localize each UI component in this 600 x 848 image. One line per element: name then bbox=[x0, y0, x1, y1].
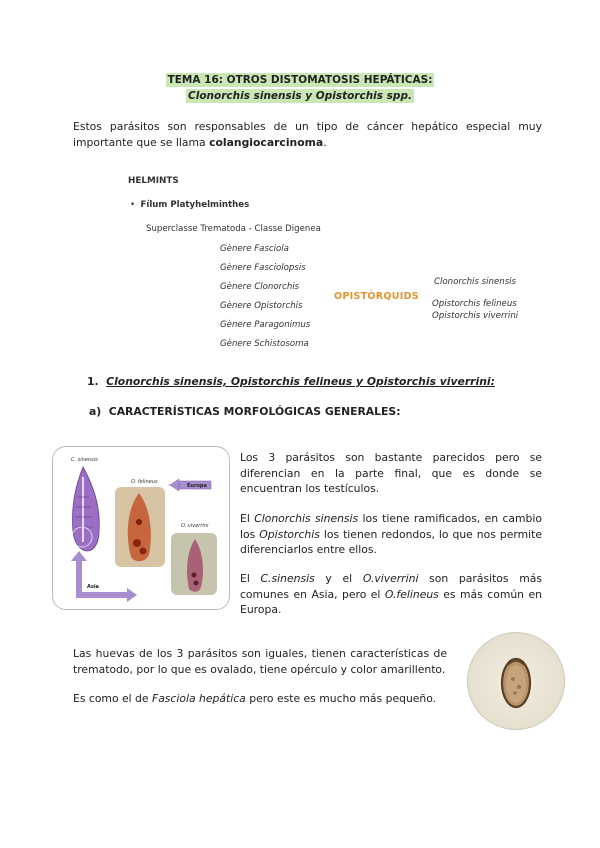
species-item: Opistorchis felineus bbox=[432, 299, 517, 309]
genus-item: Gènere Schistosoma bbox=[220, 339, 309, 349]
paragraph-2 bbox=[240, 511, 542, 558]
genus-item: Gènere Clonorchis bbox=[220, 282, 300, 292]
p3-text-c: son parásitos más comunes en Asia, pero el bbox=[240, 572, 542, 601]
p2-italic-2: Opistorchis bbox=[259, 527, 320, 541]
egg-illustration bbox=[468, 633, 564, 729]
p3-text-d: es más común en Europa. bbox=[240, 587, 542, 616]
label-europa: Europa bbox=[187, 483, 207, 489]
p3-italic-3: O.felineus bbox=[384, 587, 439, 601]
section-1-title: Clonorchis sinensis, Opistorchis felineus y Opistorchis viverrini: bbox=[106, 375, 495, 388]
section-a-label: a) bbox=[89, 405, 102, 418]
p5-text-b: pero este es mucho más pequeño. bbox=[245, 692, 437, 705]
label-o-viverrini: O. viverrini bbox=[181, 523, 209, 529]
p3-italic-1: C.sinensis bbox=[260, 572, 315, 585]
page-title bbox=[0, 74, 600, 86]
p5-italic: Fasciola hepática bbox=[151, 692, 246, 705]
section-a-heading bbox=[89, 405, 401, 418]
section-a-title: CARACTERÍSTICAS MORFOLÓGICAS GENERALES: bbox=[108, 405, 401, 418]
genus-item: Gènere Fasciola bbox=[220, 244, 289, 254]
section-1-number: 1. bbox=[87, 375, 99, 388]
p2-text-c: los tienen redondos, lo que nos permite diferenciarlos entre ellos. bbox=[240, 527, 542, 556]
intro-text: Estos parásitos son responsables de un tipo de cáncer hepático especial muy importante que se llama bbox=[73, 120, 542, 149]
p3-italic-2: O.viverrini bbox=[362, 572, 419, 585]
title-line-2: Clonorchis sinensis y Opistorchis spp. bbox=[188, 90, 412, 102]
p5-text-a: Es como el de bbox=[73, 692, 152, 705]
egg-micrograph bbox=[467, 632, 565, 730]
parasites-figure bbox=[52, 446, 230, 610]
p2-text-b: los tiene ramificados, en cambio los bbox=[240, 512, 542, 541]
parasites-illustration bbox=[53, 447, 229, 609]
opistorquids-label: OPISTÒRQUIDS bbox=[334, 291, 419, 302]
paragraph-1: Los 3 parásitos son bastante parecidos pero se diferencian en la parte final, que es donde se encuentran los testículos. bbox=[240, 451, 542, 495]
genus-item: Gènere Paragonimus bbox=[220, 320, 311, 330]
page-subtitle bbox=[0, 90, 600, 102]
bullet-icon: • bbox=[130, 200, 141, 210]
title-line-1: TEMA 16: OTROS DISTOMATOSIS HEPÁTICAS: bbox=[167, 74, 433, 86]
intro-end: . bbox=[323, 135, 327, 149]
genus-item: Gènere Fasciolopsis bbox=[220, 263, 306, 273]
c-sinensis-worm bbox=[72, 467, 99, 551]
label-c-sinensis: C. sinensis bbox=[71, 457, 98, 463]
taxonomy-superclass: Superclasse Trematoda - Classe Digenea bbox=[146, 224, 321, 234]
phylum-label: Fílum Platyhelminthes bbox=[140, 200, 250, 210]
genus-item: Gènere Opistorchis bbox=[220, 301, 303, 311]
label-asia: Asia bbox=[87, 584, 99, 590]
species-item: Clonorchis sinensis bbox=[434, 277, 517, 287]
taxonomy-phylum bbox=[130, 200, 249, 210]
species-item: Opistorchis viverrini bbox=[432, 311, 519, 321]
paragraph-3 bbox=[240, 571, 542, 618]
paragraph-4: Las huevas de los 3 parásitos son iguales, tienen características de trematodo, por lo que es ovalado, tiene opérculo y color amarillento. bbox=[73, 647, 447, 676]
intro-paragraph bbox=[73, 119, 542, 150]
intro-bold-term: colangiocarcinoma bbox=[209, 135, 324, 149]
p3-text-a: El bbox=[240, 572, 261, 585]
p2-text-a: El bbox=[240, 512, 255, 525]
p3-text-b: y el bbox=[314, 572, 363, 585]
label-o-felineus: O. felineus bbox=[131, 479, 158, 485]
paragraph-5 bbox=[73, 691, 447, 707]
p2-italic-1: Clonorchis sinensis bbox=[254, 512, 359, 525]
section-1-heading bbox=[87, 375, 495, 388]
taxonomy-heading: HELMINTS bbox=[128, 176, 179, 186]
